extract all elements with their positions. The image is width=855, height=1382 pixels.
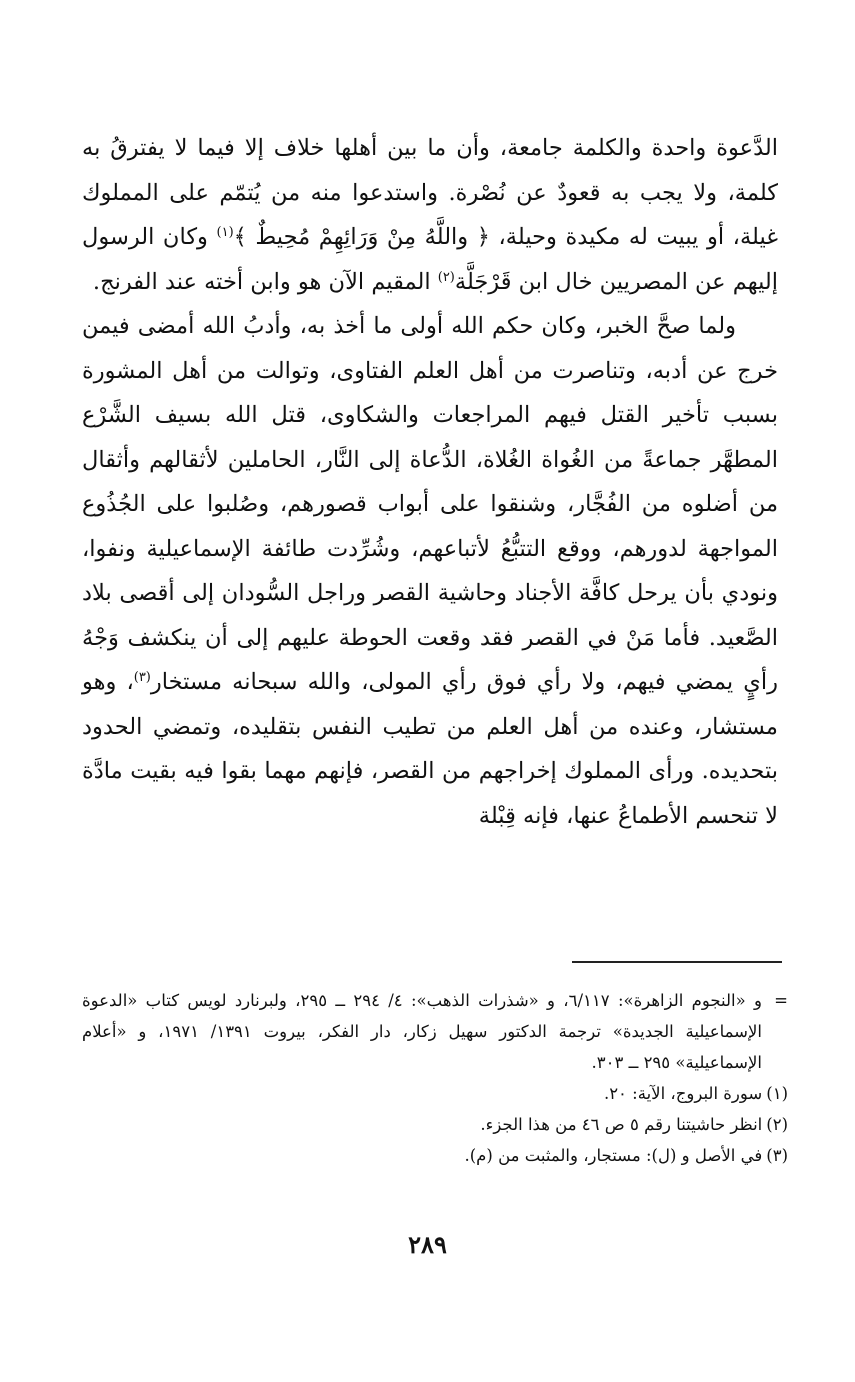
continuation-marker: =: [774, 991, 788, 1010]
paragraph-1-text-c: المقيم الآن هو وابن أخته عند الفرنج.: [92, 268, 438, 295]
footnote-3-number: (٣): [766, 1146, 788, 1165]
footnote-ref-1: (١): [216, 225, 234, 240]
footnote-1: [82, 1078, 788, 1109]
footnote-ref-2: (٢): [437, 269, 455, 285]
page-number: ٢٨٩: [408, 1230, 447, 1259]
footnote-separator: [572, 961, 782, 963]
footnote-2-number: (٢): [766, 1115, 788, 1134]
footnote-continuation: [82, 985, 788, 1078]
paragraph-2-text-a: ولما صحَّ الخبر، وكان حكم الله أولى ما أخذ به، وأدبُ الله أمضى فيمن خرج عن أدبه، وتناصرت من أهل العلم الفتاوى، وتوالت من أهل المشورة بسبب تأخير القتل فيهم المراجعات والشكاوى، قتل الله بسيف الشَّرْع المطهَّر جماعةً من الغُواة الغُلاة، الدُّعاة إلى النَّار، الحاملين لأثقالهم وأثقال من أضلوه من الفُجَّار، وشنقوا على أبواب قصورهم، وصُلبوا على الجُذُوع المواجهة لدورهم، ووقع التتبُّعُ لأتباعهم، وشُرِّدت طائفة الإسماعيلية ونفوا، ونودي بأن يرحل كافَّة الأجناد وحاشية القصر وراجل السُّودان إلى أقصى بلاد الصَّعيد. فأما مَنْ في القصر فقد وقعت الحوطة عليهم إلى أن ينكشف وَجْهُ رأيٍ يمضي فيهم، ولا رأي فوق رأي المولى، والله سبحانه مستخار: [82, 313, 778, 695]
footnote-2: [82, 1109, 788, 1140]
paragraph-1-text-a: الدَّعوة واحدة والكلمة جامعة، وأن ما بين أهلها خلاف إلا فيما لا يفترقُ به كلمة، ولا يجب به قعودٌ عن نُصْرة. واستدعوا منه من يُتمّم على المملوك غيلة، أو يبيت له مكيدة وحيلة،: [82, 135, 779, 250]
footnote-2-text: انظر حاشيتنا رقم ٥ ص ٤٦ من هذا الجزء.: [480, 1115, 763, 1134]
main-text: [82, 126, 778, 838]
paragraph-1-text-b: وكان الرسول إليهم عن المصريين خال ابن قَرْجَلَّة: [82, 224, 778, 295]
paragraph-2: [82, 304, 778, 838]
footnote-ref-3: (٣): [133, 670, 151, 685]
paragraph-2-text-b: ، وهو مستشار، وعنده من أهل العلم من تطيب النفس بتقليده، وتمضي الحدود بتحديده. ورأى المملوك إخراجهم من القصر، فإنهم مهما بقوا فيه بقيت مادَّة لا تنحسم الأطماعُ عنها، فإنه قِبْلة: [82, 669, 778, 829]
footnote-1-number: (١): [766, 1084, 788, 1103]
footnotes: [82, 985, 788, 1171]
continuation-text: و «النجوم الزاهرة»: ٦/١١٧، و «شذرات الذهب»: ٤/ ٢٩٤ ــ ٢٩٥، ولبرنارد لويس كتاب «الدعوة الإسماعيلية الجديدة» ترجمة الدكتور سهيل زكار، دار الفكر، بيروت ١٣٩١/ ١٩٧١، و «أعلام الإسماعيلية» ٢٩٥ ــ ٣٠٣.: [82, 991, 762, 1072]
quran-verse: ﴿ واللَّهُ مِنْ وَرَائِهِمْ مُحِيطٌ ﴾: [233, 224, 490, 250]
footnote-3-text: في الأصل و (ل): مستجار، والمثبت من (م).: [464, 1146, 763, 1165]
paragraph-1: [82, 126, 778, 304]
footnote-3: [82, 1140, 788, 1171]
footnote-1-text: سورة البروج، الآية: ٢٠.: [603, 1084, 763, 1103]
